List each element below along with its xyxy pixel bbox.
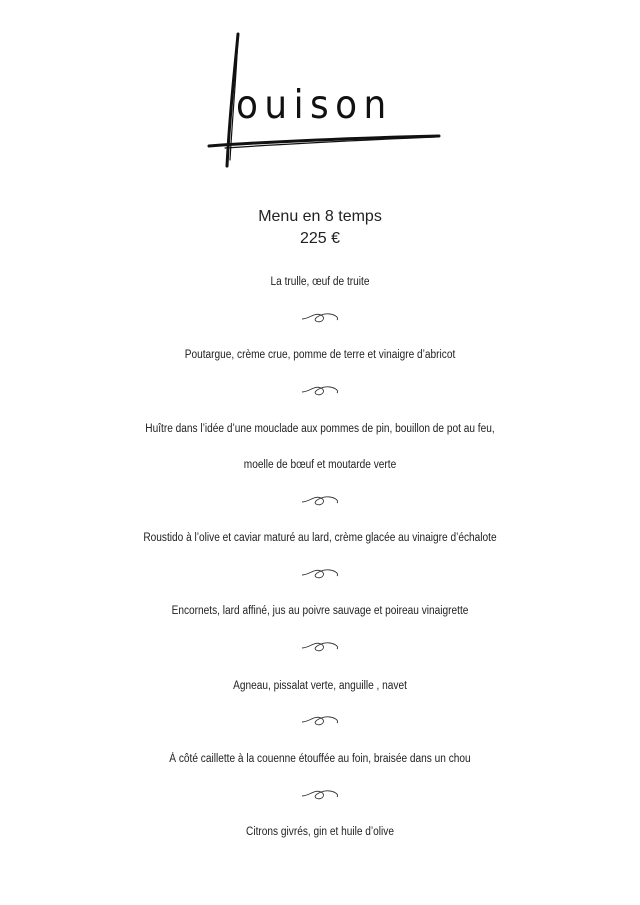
course-1: La trulle, œuf de truite — [270, 276, 370, 288]
course-2: Poutargue, crème crue, pomme de terre et vinaigre d’abricot — [184, 349, 456, 361]
course-7: À côté caillette à la couenne étouffée au foin, braisée dans un chou — [169, 753, 471, 765]
brand-name: ouison — [236, 83, 393, 128]
menu-title: Menu en 8 temps — [258, 208, 382, 225]
course-3a: Huître dans l’idée d’une mouclade aux pommes de pin, bouillon de pot au feu, — [145, 423, 495, 435]
course-5: Encornets, lard affiné, jus au poivre sauvage et poireau vinaigrette — [171, 605, 469, 617]
flourish-icon — [299, 786, 341, 804]
menu-price: 225 € — [299, 230, 341, 247]
course-3b: moelle de bœuf et moutarde verte — [243, 459, 397, 471]
flourish-icon — [299, 492, 341, 510]
flourish-icon — [299, 638, 341, 656]
course-4: Roustido à l’olive et caviar maturé au lard, crème glacée au vinaigre d’échalote — [143, 532, 497, 544]
flourish-icon — [299, 565, 341, 583]
flourish-icon — [299, 712, 341, 730]
flourish-icon — [299, 309, 341, 327]
flourish-icon — [299, 382, 341, 400]
course-8: Citrons givrés, gin et huile d’olive — [246, 826, 394, 838]
course-6: Agneau, pissalat verte, anguille , navet — [233, 680, 407, 692]
